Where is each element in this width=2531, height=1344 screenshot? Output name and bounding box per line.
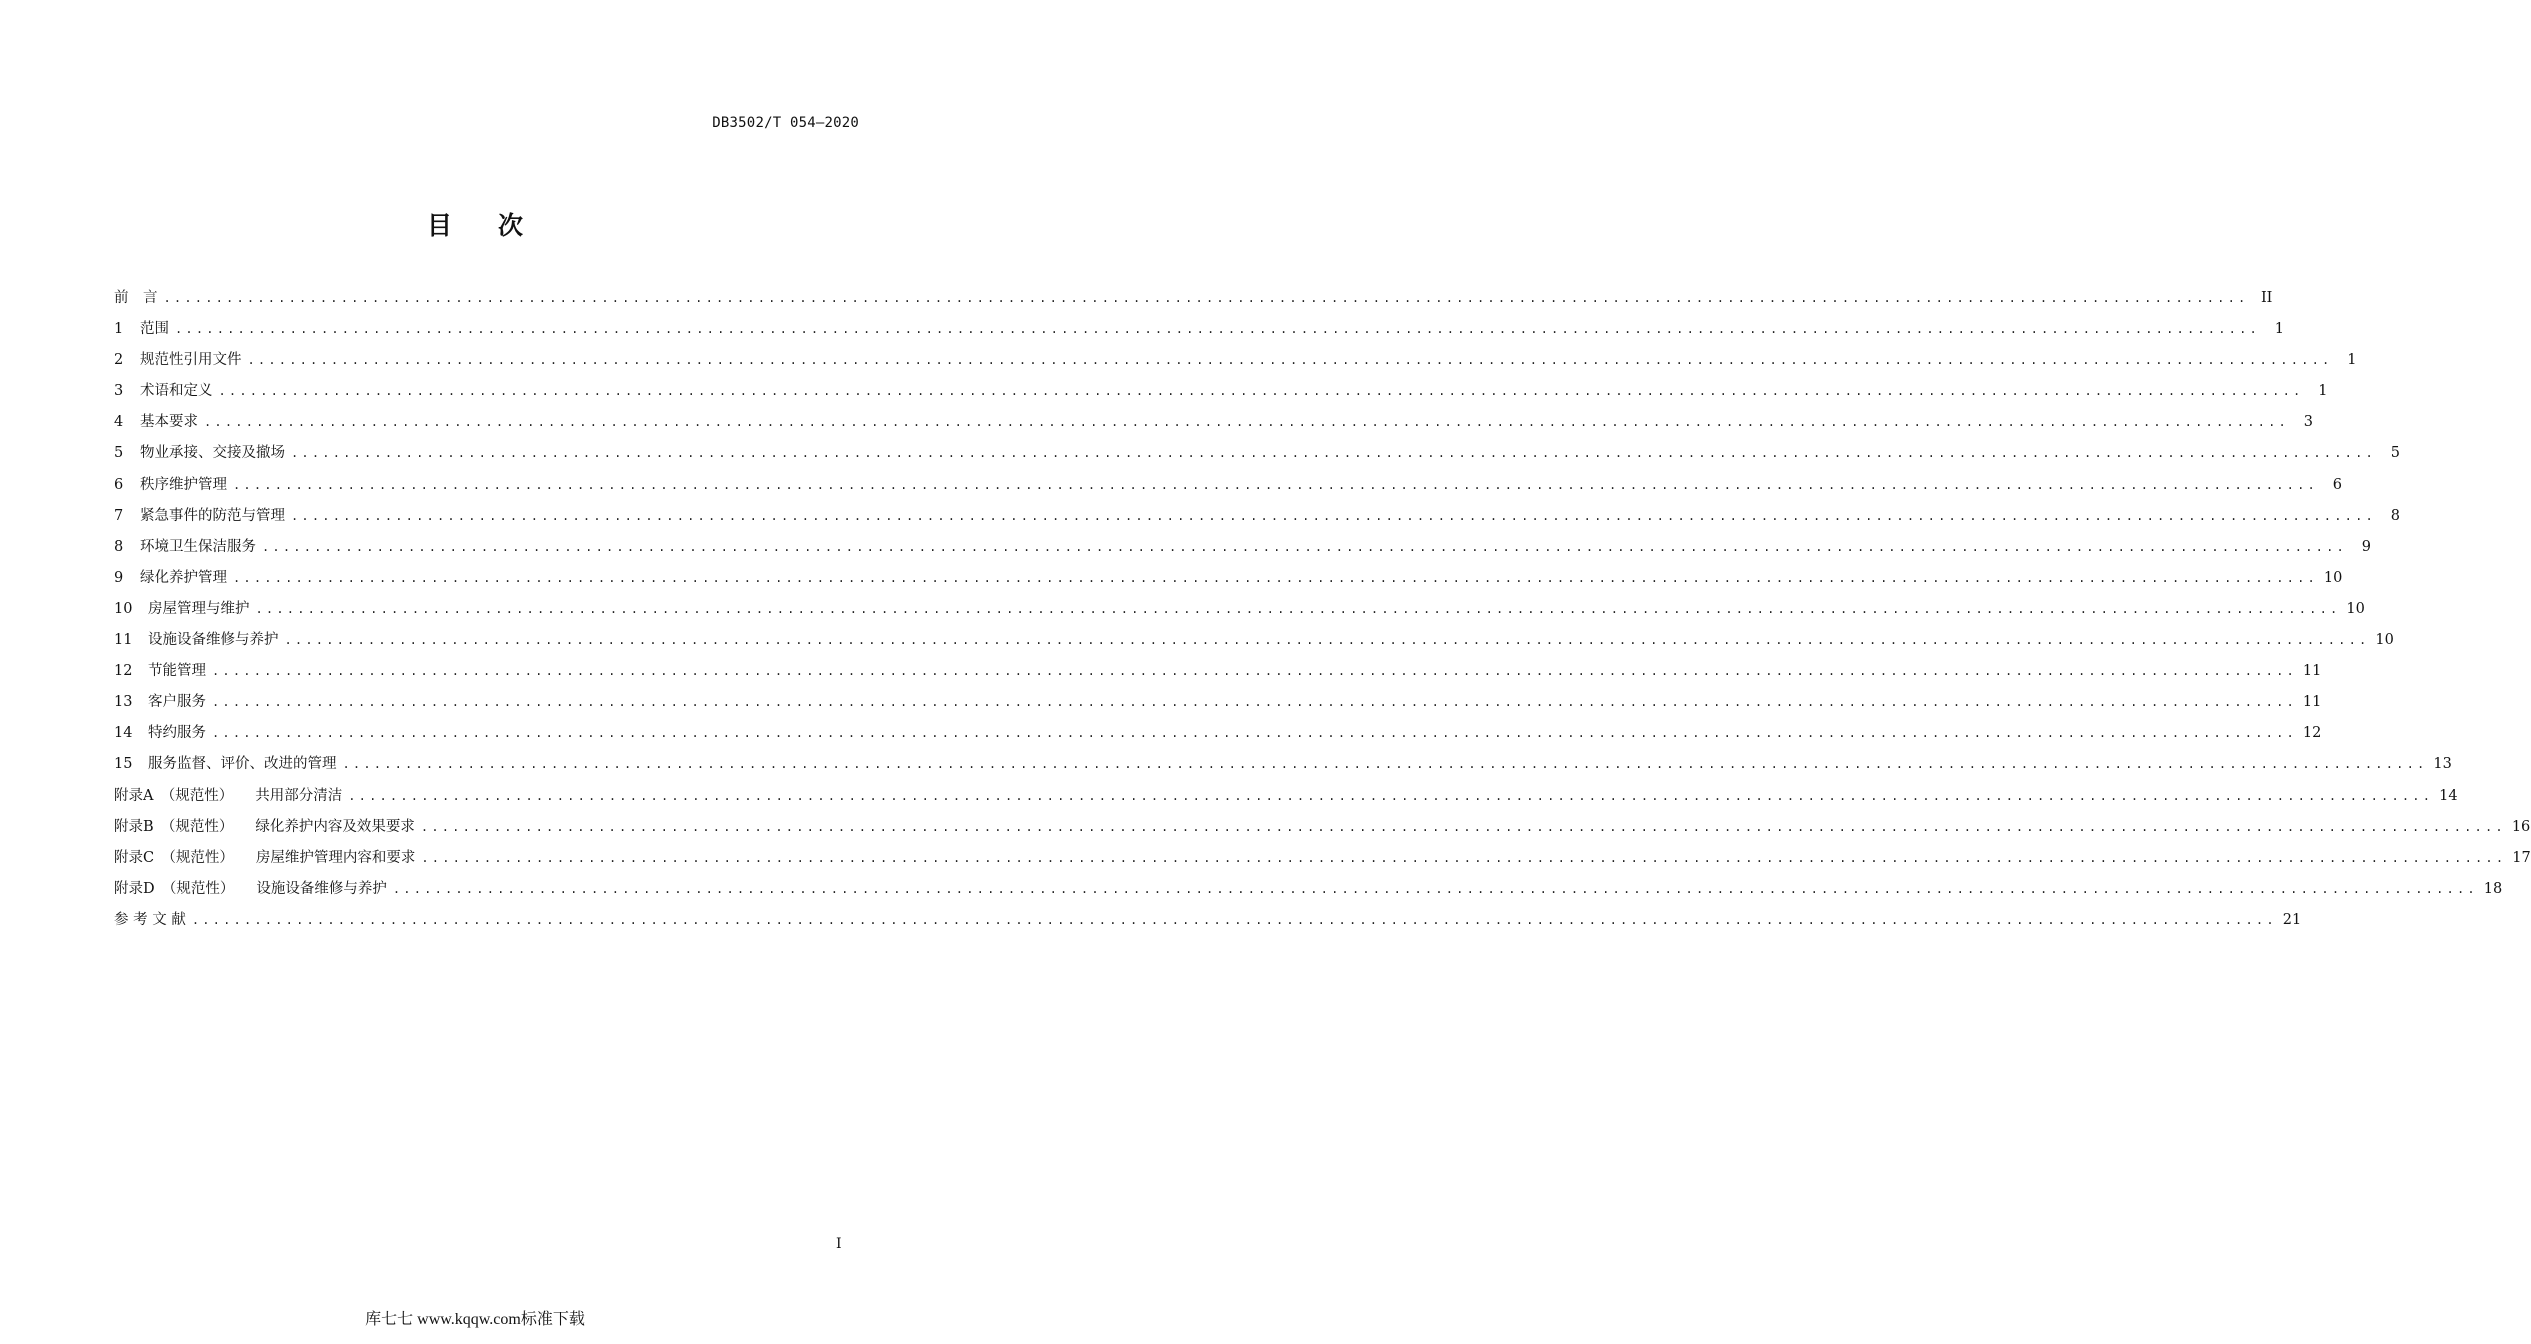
toc-entry-label: 绿化养护内容及效果要求 [255, 818, 415, 835]
toc-entry-page: 21 [2282, 911, 2302, 928]
toc-entry-page: 1 [2347, 352, 2357, 369]
toc-entry-number: 附录A （规范性） [114, 787, 234, 804]
toc-entry[interactable] [114, 505, 2400, 536]
toc-entry-page: 10 [2346, 600, 2365, 617]
toc-entry-page: 8 [2390, 507, 2400, 524]
toc-entry-page: 1 [2274, 321, 2284, 338]
toc-entry-label: 节能管理 [148, 663, 206, 680]
toc-dot-leader: ........................................................................................................................................................................................................ [218, 384, 2304, 399]
toc-entry[interactable] [114, 411, 2313, 442]
toc-entry-label: 设施设备维修与养护 [148, 632, 279, 649]
toc-entry-number: 附录B （规范性） [114, 818, 234, 835]
toc-entry-number: 6 [114, 476, 124, 493]
toc-entry-number: 13 [114, 694, 133, 711]
toc-entry[interactable] [114, 691, 2322, 722]
toc-entry[interactable] [114, 878, 2503, 909]
toc-entry[interactable] [114, 598, 2365, 629]
toc-entry-page: 1 [2318, 383, 2328, 400]
toc-entry-page: 10 [2323, 569, 2343, 586]
toc-entry-number: 4 [114, 414, 124, 431]
toc-entry[interactable] [114, 474, 2342, 505]
toc-entry[interactable] [114, 909, 2302, 940]
table-of-contents [114, 287, 2531, 940]
page-title-char-1: 目 [426, 211, 452, 240]
toc-entry-label: 客户服务 [148, 694, 206, 711]
toc-dot-leader: ........................................................................................................................................................................................................ [212, 695, 2297, 710]
toc-entry-label: 术语和定义 [140, 383, 213, 400]
toc-entry-label: 房屋维护管理内容和要求 [255, 849, 416, 866]
toc-entry[interactable] [114, 442, 2400, 473]
toc-entry-page: 9 [2361, 538, 2371, 555]
toc-entry[interactable] [114, 349, 2357, 380]
toc-dot-leader: ........................................................................................................................................................................................................ [291, 508, 2376, 523]
toc-entry-number: 15 [114, 756, 133, 773]
page-title [0, 206, 950, 242]
toc-entry[interactable] [114, 629, 2394, 660]
toc-entry-label: 共用部分清洁 [255, 787, 343, 804]
toc-dot-leader: ........................................................................................................................................................................................................ [392, 881, 2478, 896]
toc-entry-label: 环境卫生保洁服务 [140, 538, 256, 555]
toc-dot-leader: ........................................................................................................................................................................................................ [175, 322, 2260, 337]
toc-entry-label: 物业承接、交接及撤场 [140, 445, 285, 462]
page-title-char-2: 次 [498, 211, 524, 240]
toc-dot-leader: ........................................................................................................................................................................................................ [212, 726, 2297, 741]
toc-entry[interactable] [114, 785, 2458, 816]
toc-entry-label: 紧急事件的防范与管理 [140, 507, 285, 524]
toc-entry-label: 房屋管理与维护 [148, 600, 250, 617]
toc-entry-page: 13 [2433, 756, 2452, 773]
toc-entry-label: 特约服务 [148, 725, 206, 742]
toc-entry-number: 附录C （规范性） [114, 849, 234, 866]
toc-entry[interactable] [114, 536, 2371, 567]
toc-entry[interactable] [114, 722, 2322, 753]
toc-entry-page: 16 [2511, 818, 2531, 835]
toc-entry[interactable] [114, 567, 2343, 598]
toc-dot-leader: ........................................................................................................................................................................................................ [204, 415, 2289, 430]
toc-dot-leader: ........................................................................................................................................................................................................ [421, 850, 2507, 865]
toc-entry-label: 设施设备维修与养护 [256, 880, 387, 897]
toc-entry-label: 基本要求 [140, 414, 198, 431]
footer-watermark: 库七七 www.kqqw.com标准下载 [365, 1311, 585, 1328]
toc-entry-number: 5 [114, 445, 124, 462]
toc-entry-number: 3 [114, 383, 124, 400]
toc-entry-number: 参 考 文 献 [114, 911, 186, 928]
toc-entry-page: 17 [2512, 849, 2531, 866]
toc-entry-label: 服务监督、评价、改进的管理 [148, 756, 337, 773]
toc-dot-leader: ........................................................................................................................................................................................................ [284, 633, 2370, 648]
toc-entry[interactable] [114, 318, 2284, 349]
document-code: DB3502/T 054—2020 [712, 115, 859, 131]
toc-entry[interactable] [114, 380, 2328, 411]
toc-dot-leader: ........................................................................................................................................................................................................ [191, 912, 2277, 927]
toc-entry-label: 范围 [140, 321, 169, 338]
toc-entry-page: 12 [2302, 725, 2322, 742]
toc-entry-number: 7 [114, 507, 124, 524]
toc-entry[interactable] [114, 847, 2531, 878]
toc-dot-leader: ........................................................................................................................................................................................................ [212, 664, 2297, 679]
toc-entry-label: 绿化养护管理 [140, 569, 227, 586]
toc-dot-leader: ........................................................................................................................................................................................................ [420, 819, 2506, 834]
toc-entry-label: 秩序维护管理 [140, 476, 227, 493]
toc-entry-number: 12 [114, 663, 133, 680]
toc-entry-number: 8 [114, 538, 124, 555]
toc-dot-leader: ........................................................................................................................................................................................................ [247, 353, 2333, 368]
toc-entry-page: 14 [2439, 787, 2458, 804]
toc-entry-number: 11 [114, 632, 133, 649]
toc-dot-leader: ........................................................................................................................................................................................................ [163, 291, 2249, 305]
toc-dot-leader: ........................................................................................................................................................................................................ [291, 446, 2376, 461]
toc-entry-page: 11 [2302, 663, 2322, 680]
toc-entry-page: 3 [2303, 414, 2313, 431]
toc-entry-number: 前 言 [114, 290, 158, 306]
toc-entry-page: 5 [2390, 445, 2400, 462]
toc-dot-leader: ........................................................................................................................................................................................................ [233, 477, 2318, 492]
toc-entry-number: 9 [114, 569, 124, 586]
toc-entry-number: 10 [114, 600, 133, 617]
toc-entry-number: 2 [114, 352, 124, 369]
toc-entry-page: II [2260, 290, 2273, 306]
toc-entry[interactable] [114, 287, 2273, 318]
page-number: I [836, 1236, 842, 1252]
toc-entry[interactable] [114, 753, 2452, 784]
toc-entry-label: 规范性引用文件 [140, 352, 242, 369]
toc-entry-page: 11 [2302, 694, 2322, 711]
toc-entry[interactable] [114, 660, 2322, 691]
toc-entry-page: 18 [2483, 880, 2503, 897]
toc-dot-leader: ........................................................................................................................................................................................................ [233, 570, 2318, 585]
toc-dot-leader: ........................................................................................................................................................................................................ [348, 788, 2434, 803]
toc-dot-leader: ........................................................................................................................................................................................................ [342, 757, 2428, 772]
toc-dot-leader: ........................................................................................................................................................................................................ [262, 539, 2347, 554]
toc-dot-leader: ........................................................................................................................................................................................................ [255, 601, 2341, 616]
toc-entry-page: 10 [2375, 632, 2394, 649]
toc-entry-number: 附录D （规范性） [114, 880, 235, 897]
toc-entry[interactable] [114, 816, 2531, 847]
toc-entry-page: 6 [2332, 476, 2342, 493]
toc-entry-number: 1 [114, 321, 124, 338]
toc-entry-number: 14 [114, 725, 133, 742]
